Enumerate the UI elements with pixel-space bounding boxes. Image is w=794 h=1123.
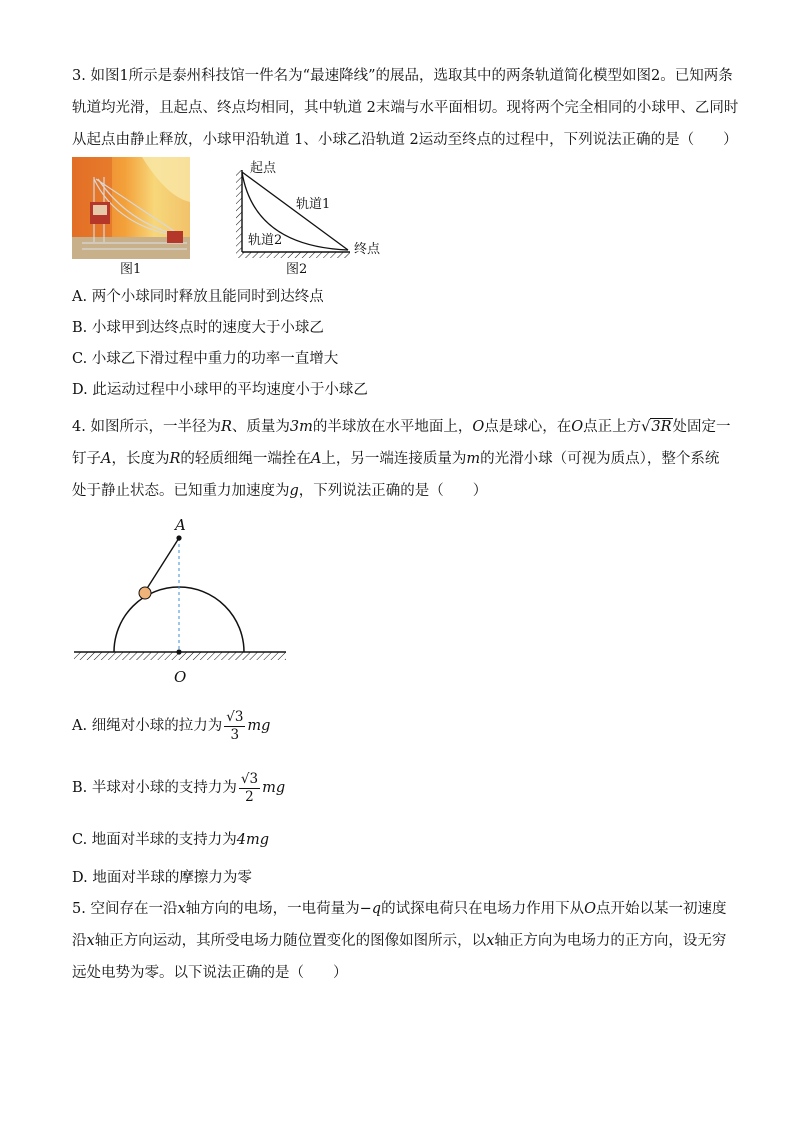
q4-option-d[interactable]: D. 地面对半球的摩擦力为零 [72,870,252,886]
sqrt-expression: √3R [641,419,672,435]
q5-stem-line-3: 远处电势为零。以下说法正确的是（ ） [72,965,348,981]
q3-option-b[interactable]: B. 小球甲到达终点时的速度大于小球乙 [72,320,324,336]
q3-figure-2-caption: 图2 [286,262,308,277]
q4-option-b[interactable]: B. 半球对小球的支持力为 $\frac{√3}{2}$ mg [72,770,286,805]
q4-figure-hemisphere [72,512,292,690]
q3-option-a[interactable]: A. 两个小球同时释放且能同时到达终点 [72,289,324,305]
q4-stem-line-1: 4. 如图所示，一半径为R、质量为3m的半球放在水平地面上，O点是球心，在O点正上方√3R处固定一 [72,419,731,435]
fig-label-O: O [174,668,187,686]
fig-label-A: A [175,516,186,534]
q3-stem-line-2: 轨道均光滑，且起点、终点均相同，其中轨道 2末端与水平面相切。现将两个完全相同的小球甲、乙同时 [72,100,739,116]
q3-figure-2-diagram [232,158,392,262]
q4-option-c[interactable]: C. 地面对半球的支持力为4mg [72,832,270,848]
q3-option-d[interactable]: D. 此运动过程中小球甲的平均速度小于小球乙 [72,382,368,398]
q5-stem-line-1: 5. 空间存在一沿x轴方向的电场，一电荷量为−q的试探电荷只在电场力作用下从O点开始以某一初速度 [72,901,727,917]
q3-stem-line-3: 从起点由静止释放，小球甲沿轨道 1、小球乙沿轨道 2运动至终点的过程中，下列说法正确的是（ ） [72,132,738,148]
fig2-label-track1: 轨道1 [296,197,331,212]
q3-option-c[interactable]: C. 小球乙下滑过程中重力的功率一直增大 [72,351,339,367]
fig2-label-track2: 轨道2 [248,233,283,248]
q4-option-a[interactable]: A. 细绳对小球的拉力为 $\frac{√3}{3}$ mg [72,708,271,743]
fig2-label-end: 终点 [354,242,381,257]
fig2-label-start: 起点 [250,161,277,176]
q3-figure-1-photo [72,157,190,259]
q5-stem-line-2: 沿x轴正方向运动，其所受电场力随位置变化的图像如图所示，以x轴正方向为电场力的正方向，设无穷 [72,933,727,949]
q4-stem-line-3: 处于静止状态。已知重力加速度为g，下列说法正确的是（ ） [72,483,488,499]
q4-stem-line-2: 钉子A，长度为R的轻质细绳一端拴在A上，另一端连接质量为m的光滑小球（可视为质点），整个系统 [72,451,720,467]
q3-stem-line-1: 3. 如图1所示是泰州科技馆一件名为“最速降线”的展品，选取其中的两条轨道简化模型如图2。已知两条 [72,68,733,84]
q3-figure-1-caption: 图1 [120,262,142,277]
